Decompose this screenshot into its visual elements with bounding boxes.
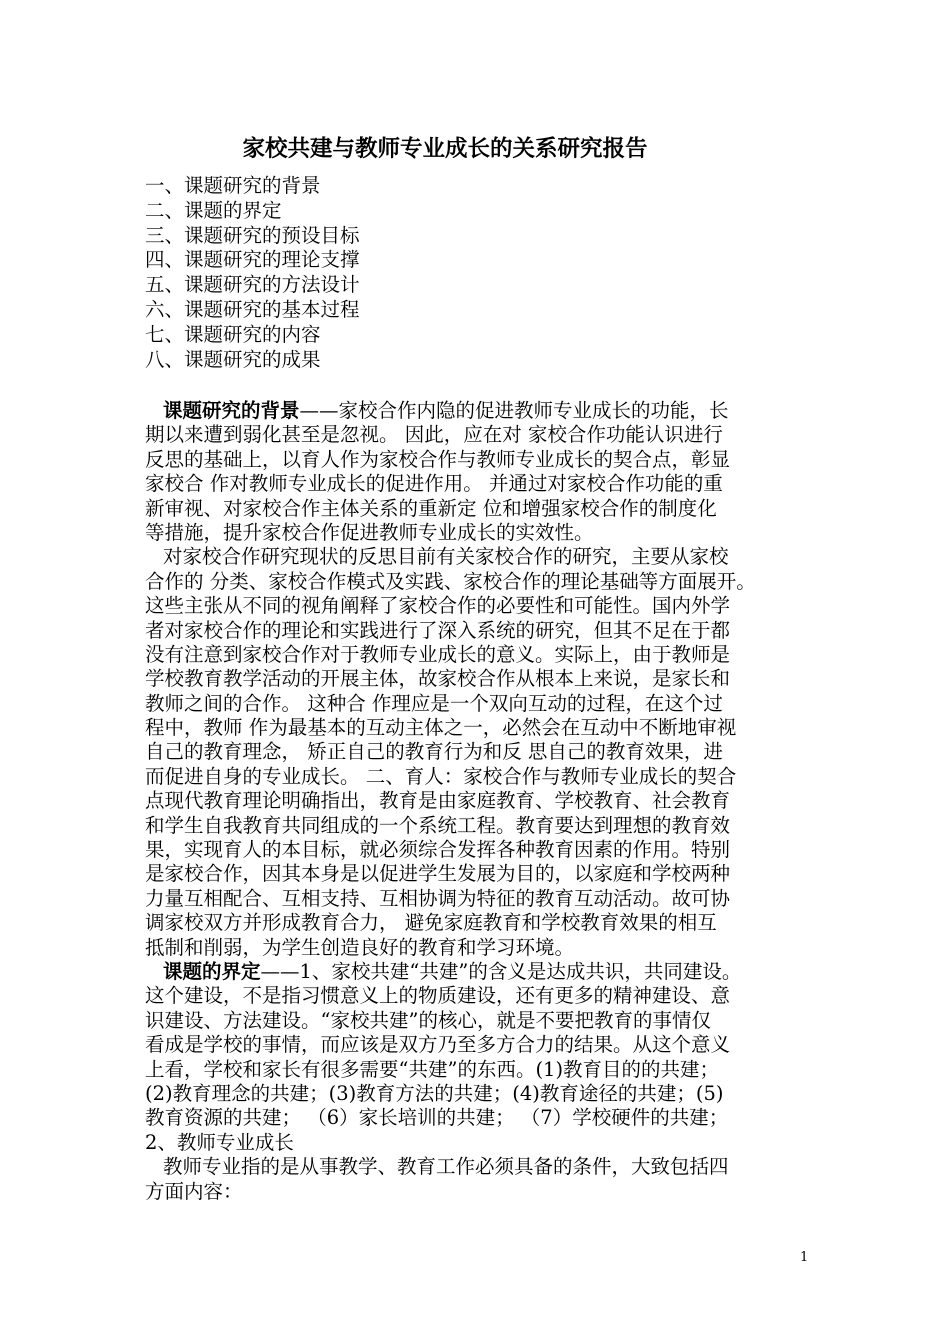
paragraph-line: 看成是学校的事情，而应该是双方乃至多方合力的结果。从这个意义	[145, 1033, 731, 1057]
paragraph-line: 程中，教师 作为最基本的互动主体之一，必然会在互动中不断地审视	[145, 716, 737, 740]
paragraph-line: 点现代教育理论明确指出，教育是由家庭教育、学校教育、社会教育	[145, 789, 731, 813]
paragraph-line: (2)教育理念的共建；(3)教育方法的共建；(4)教育途径的共建；(5)	[145, 1081, 724, 1105]
paragraph-line: 方面内容：	[145, 1179, 243, 1203]
paragraph-line: 教师专业指的是从事教学、教育工作必须具备的条件，大致包括四	[163, 1155, 729, 1179]
paragraph-line: 没有注意到家校合作对于教师专业成长的意义。实际上，由于教师是	[145, 642, 731, 666]
paragraph-line: 是家校合作，因其本身是以促进学生发展为目的，以家庭和学校两种	[145, 862, 731, 886]
toc-item: 二、课题的界定	[145, 198, 282, 222]
paragraph-line: 合作的 分类、家校合作模式及实践、家校合作的理论基础等方面展开。	[145, 569, 756, 593]
paragraph-line: 这些主张从不同的视角阐释了家校合作的必要性和可能性。国内外学	[145, 594, 731, 618]
paragraph-line: 2、教师专业成长	[145, 1130, 294, 1154]
paragraph-line: 教育资源的共建； （6）家长培训的共建； （7）学校硬件的共建；	[145, 1106, 729, 1130]
paragraph-line: 家校合 作对教师专业成长的促进作用。 并通过对家校合作功能的重	[145, 472, 723, 496]
paragraph-line: 教师之间的合作。 这种合 作理应是一个双向互动的过程，在这个过	[145, 691, 723, 715]
document-title: 家校共建与教师专业成长的关系研究报告	[242, 136, 648, 162]
paragraph-line: 上看，学校和家长有很多需要“共建”的东西。(1)教育目的的共建；	[145, 1057, 720, 1081]
toc-item: 八、课题研究的成果	[145, 347, 321, 371]
page-number: 1	[800, 1250, 809, 1265]
paragraph-line: 对家校合作研究现状的反思目前有关家校合作的研究，主要从家校	[163, 545, 729, 569]
paragraph-line: 期以来遭到弱化甚至是忽视。 因此，应在对 家校合作功能认识进行	[145, 423, 723, 447]
toc-item: 七、课题研究的内容	[145, 322, 321, 346]
paragraph-line: 和学生自我教育共同组成的一个系统工程。教育要达到理想的教育效	[145, 813, 731, 837]
toc-item: 五、课题研究的方法设计	[145, 273, 360, 297]
section-heading-definition: 课题的界定	[163, 959, 261, 983]
paragraph-line: 而促进自身的专业成长。 二、育人：家校合作与教师专业成长的契合	[145, 764, 737, 788]
paragraph-line: 这个建设，不是指习惯意义上的物质建设，还有更多的精神建设、意	[145, 984, 731, 1008]
toc-item: 三、课题研究的预设目标	[145, 223, 360, 247]
paragraph-line: 者对家校合作的理论和实践进行了深入系统的研究，但其不足在于都	[145, 618, 731, 642]
toc-item: 四、课题研究的理论支撑	[145, 248, 360, 272]
document-body	[145, 399, 811, 1204]
paragraph-line: 学校教育教学活动的开展主体，故家校合作从根本上来说，是家长和	[145, 667, 731, 691]
paragraph-line: 抵制和削弱，为学生创造良好的教育和学习环境。	[145, 935, 575, 959]
toc-item: 一、课题研究的背景	[145, 174, 321, 197]
toc-item: 六、课题研究的基本过程	[145, 297, 360, 321]
section-heading-background: 课题研究的背景	[163, 399, 300, 422]
paragraph-line: 识建设、方法建设。“家校共建”的核心，就是不要把教育的事情仅	[145, 1008, 711, 1032]
paragraph-line: 课题的界定——1、家校共建“共建”的含义是达成共识，共同建设。	[163, 959, 742, 983]
paragraph-line: 果，实现育人的本目标，就必须综合发挥各种教育因素的作用。特别	[145, 838, 731, 862]
paragraph-line: 力量互相配合、互相支持、互相协调为特征的教育互动活动。故可协	[145, 886, 731, 910]
table-of-contents	[145, 174, 360, 372]
paragraph-line: 课题研究的背景——家校合作内隐的促进教师专业成长的功能，长	[163, 399, 729, 422]
paragraph-line: 等措施，提升家校合作促进教师专业成长的实效性。	[145, 520, 594, 544]
paragraph-line: 反思的基础上，以育人作为家校合作与教师专业成长的契合点，彰显	[145, 447, 731, 471]
paragraph-line: 新审视、对家校合作主体关系的重新定 位和增强家校合作的制度化	[145, 496, 717, 520]
paragraph-line: 自己的教育理念， 矫正自己的教育行为和反 思自己的教育效果，进	[145, 740, 723, 764]
paragraph-line: 调家校双方并形成教育合力， 避免家庭教育和学校教育效果的相互	[145, 911, 717, 935]
